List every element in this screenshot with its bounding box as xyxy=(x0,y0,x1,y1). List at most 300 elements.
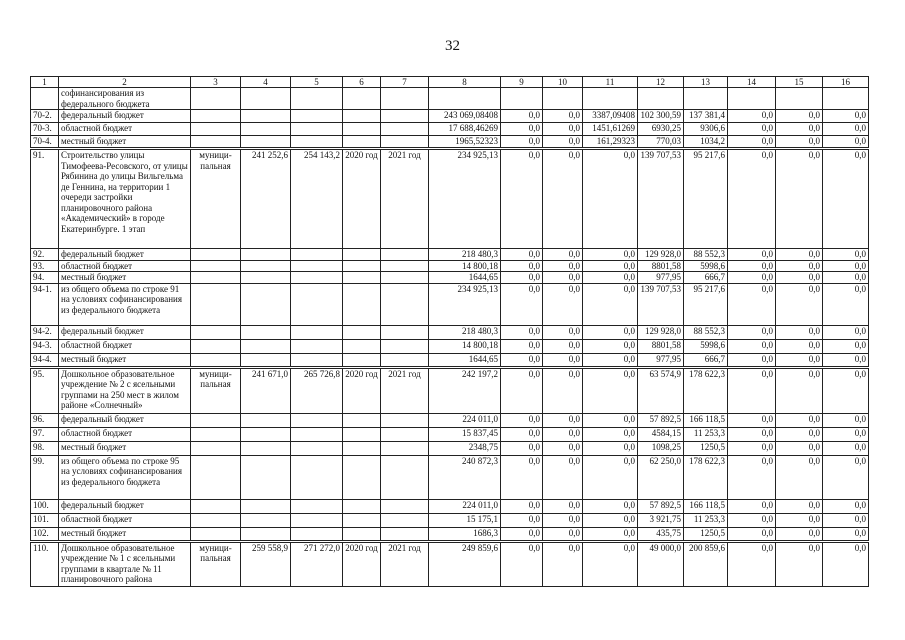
amount-col16-cell: 0,0 xyxy=(823,325,869,339)
ownership-type-cell xyxy=(191,413,241,427)
amount-col11-cell: 0,0 xyxy=(583,283,638,325)
table-row xyxy=(31,283,869,325)
ownership-type-cell xyxy=(191,325,241,339)
table-row xyxy=(31,149,869,249)
total-amount-cell: 17 688,46269 xyxy=(429,123,501,136)
table-row xyxy=(31,353,869,367)
amount-col12-cell: 57 892,5 xyxy=(638,413,684,427)
item-description-cell: софинансирования из федерального бюджета xyxy=(59,88,191,110)
amount-col10-cell: 0,0 xyxy=(543,367,583,413)
amount-col10-cell: 0,0 xyxy=(543,110,583,123)
amount-col11-cell: 0,0 xyxy=(583,427,638,441)
amount-col15-cell: 0,0 xyxy=(776,123,823,136)
amount-col16-cell: 0,0 xyxy=(823,499,869,513)
amount-col15-cell: 0,0 xyxy=(776,339,823,353)
amount-col15-cell: 0,0 xyxy=(776,513,823,527)
start-year-cell xyxy=(343,110,381,123)
amount-col12-cell: 435,75 xyxy=(638,527,684,541)
start-year-cell xyxy=(343,260,381,272)
end-year-cell xyxy=(381,499,429,513)
ownership-type-cell xyxy=(191,441,241,455)
item-description-cell: Дошкольное образовательное учреждение № 2 с ясельными группами на 250 мест в жилом районе «Солнечный» xyxy=(59,367,191,413)
amount-col15-cell: 0,0 xyxy=(776,325,823,339)
item-description-cell: областной бюджет xyxy=(59,260,191,272)
row-number-cell: 94-4. xyxy=(31,353,59,367)
estimated-cost-cell xyxy=(241,339,291,353)
row-number-cell: 110. xyxy=(31,541,59,586)
total-amount-cell: 240 872,3 xyxy=(429,455,501,499)
amount-col10-cell: 0,0 xyxy=(543,136,583,149)
amount-col9-cell: 0,0 xyxy=(501,123,543,136)
row-number-cell: 70-3. xyxy=(31,123,59,136)
amount-col9-cell: 0,0 xyxy=(501,353,543,367)
amount-col9-cell: 0,0 xyxy=(501,455,543,499)
table-row xyxy=(31,427,869,441)
current-cost-cell xyxy=(291,441,343,455)
amount-col14-cell: 0,0 xyxy=(728,272,776,284)
end-year-cell xyxy=(381,455,429,499)
total-amount-cell: 15 837,45 xyxy=(429,427,501,441)
column-number-16: 16 xyxy=(823,77,869,88)
table-row xyxy=(31,272,869,284)
total-amount-cell: 218 480,3 xyxy=(429,249,501,261)
estimated-cost-cell xyxy=(241,499,291,513)
amount-col11-cell: 0,0 xyxy=(583,149,638,249)
column-number-8: 8 xyxy=(429,77,501,88)
amount-col15-cell: 0,0 xyxy=(776,541,823,586)
total-amount-cell: 14 800,18 xyxy=(429,339,501,353)
estimated-cost-cell xyxy=(241,110,291,123)
amount-col11-cell: 161,29323 xyxy=(583,136,638,149)
start-year-cell xyxy=(343,455,381,499)
amount-col13-cell: 5998,6 xyxy=(684,339,728,353)
start-year-cell xyxy=(343,513,381,527)
amount-col14-cell: 0,0 xyxy=(728,367,776,413)
amount-col10-cell: 0,0 xyxy=(543,541,583,586)
item-description-cell: местный бюджет xyxy=(59,441,191,455)
amount-col16-cell: 0,0 xyxy=(823,272,869,284)
current-cost-cell xyxy=(291,260,343,272)
amount-col12-cell: 8801,58 xyxy=(638,260,684,272)
end-year-cell xyxy=(381,413,429,427)
amount-col16-cell: 0,0 xyxy=(823,455,869,499)
amount-col10-cell: 0,0 xyxy=(543,260,583,272)
amount-col14-cell: 0,0 xyxy=(728,427,776,441)
amount-col12-cell: 139 707,53 xyxy=(638,283,684,325)
current-cost-cell xyxy=(291,455,343,499)
amount-col11-cell: 0,0 xyxy=(583,513,638,527)
start-year-cell xyxy=(343,527,381,541)
amount-col14-cell: 0,0 xyxy=(728,110,776,123)
estimated-cost-cell xyxy=(241,249,291,261)
table-row xyxy=(31,527,869,541)
ownership-type-cell xyxy=(191,427,241,441)
total-amount-cell xyxy=(429,88,501,110)
amount-col16-cell: 0,0 xyxy=(823,260,869,272)
column-number-3: 3 xyxy=(191,77,241,88)
amount-col13-cell: 137 381,4 xyxy=(684,110,728,123)
amount-col11-cell: 0,0 xyxy=(583,339,638,353)
item-description-cell: местный бюджет xyxy=(59,527,191,541)
total-amount-cell: 14 800,18 xyxy=(429,260,501,272)
table-row xyxy=(31,541,869,586)
amount-col15-cell: 0,0 xyxy=(776,527,823,541)
row-number-cell: 94-1. xyxy=(31,283,59,325)
row-number-cell: 91. xyxy=(31,149,59,249)
item-description-cell: местный бюджет xyxy=(59,136,191,149)
row-number-cell: 94-2. xyxy=(31,325,59,339)
start-year-cell xyxy=(343,499,381,513)
total-amount-cell: 2348,75 xyxy=(429,441,501,455)
row-number-cell: 96. xyxy=(31,413,59,427)
amount-col9-cell: 0,0 xyxy=(501,527,543,541)
item-description-cell: федеральный бюджет xyxy=(59,110,191,123)
amount-col10-cell: 0,0 xyxy=(543,427,583,441)
amount-col10-cell: 0,0 xyxy=(543,149,583,249)
current-cost-cell xyxy=(291,272,343,284)
estimated-cost-cell xyxy=(241,136,291,149)
amount-col11-cell: 0,0 xyxy=(583,499,638,513)
amount-col13-cell: 166 118,5 xyxy=(684,413,728,427)
total-amount-cell: 1644,65 xyxy=(429,272,501,284)
current-cost-cell xyxy=(291,353,343,367)
amount-col10-cell: 0,0 xyxy=(543,499,583,513)
start-year-cell xyxy=(343,283,381,325)
current-cost-cell xyxy=(291,110,343,123)
amount-col16-cell: 0,0 xyxy=(823,441,869,455)
column-number-12: 12 xyxy=(638,77,684,88)
amount-col13-cell: 9306,6 xyxy=(684,123,728,136)
item-description-cell: федеральный бюджет xyxy=(59,499,191,513)
start-year-cell xyxy=(343,88,381,110)
current-cost-cell xyxy=(291,136,343,149)
total-amount-cell: 234 925,13 xyxy=(429,283,501,325)
amount-col16-cell: 0,0 xyxy=(823,413,869,427)
amount-col14-cell: 0,0 xyxy=(728,455,776,499)
amount-col12-cell: 62 250,0 xyxy=(638,455,684,499)
amount-col12-cell xyxy=(638,88,684,110)
amount-col12-cell: 63 574,9 xyxy=(638,367,684,413)
amount-col11-cell: 3387,09408 xyxy=(583,110,638,123)
estimated-cost-cell xyxy=(241,513,291,527)
amount-col9-cell: 0,0 xyxy=(501,260,543,272)
amount-col14-cell: 0,0 xyxy=(728,149,776,249)
row-number-cell: 100. xyxy=(31,499,59,513)
amount-col11-cell: 1451,61269 xyxy=(583,123,638,136)
end-year-cell xyxy=(381,249,429,261)
amount-col10-cell: 0,0 xyxy=(543,123,583,136)
column-number-header-row xyxy=(31,77,869,88)
estimated-cost-cell xyxy=(241,413,291,427)
column-number-14: 14 xyxy=(728,77,776,88)
column-number-10: 10 xyxy=(543,77,583,88)
amount-col15-cell: 0,0 xyxy=(776,283,823,325)
current-cost-cell: 254 143,2 xyxy=(291,149,343,249)
column-number-13: 13 xyxy=(684,77,728,88)
amount-col13-cell: 11 253,3 xyxy=(684,513,728,527)
amount-col12-cell: 977,95 xyxy=(638,272,684,284)
amount-col14-cell: 0,0 xyxy=(728,339,776,353)
current-cost-cell xyxy=(291,427,343,441)
table-row xyxy=(31,325,869,339)
amount-col12-cell: 102 300,59 xyxy=(638,110,684,123)
table-row xyxy=(31,136,869,149)
amount-col12-cell: 49 000,0 xyxy=(638,541,684,586)
current-cost-cell: 265 726,8 xyxy=(291,367,343,413)
amount-col12-cell: 57 892,5 xyxy=(638,499,684,513)
amount-col16-cell: 0,0 xyxy=(823,367,869,413)
start-year-cell xyxy=(343,427,381,441)
table-row xyxy=(31,110,869,123)
end-year-cell xyxy=(381,110,429,123)
amount-col10-cell: 0,0 xyxy=(543,325,583,339)
estimated-cost-cell xyxy=(241,272,291,284)
amount-col11-cell: 0,0 xyxy=(583,260,638,272)
column-number-1: 1 xyxy=(31,77,59,88)
amount-col16-cell: 0,0 xyxy=(823,513,869,527)
amount-col9-cell: 0,0 xyxy=(501,413,543,427)
current-cost-cell xyxy=(291,499,343,513)
ownership-type-cell xyxy=(191,455,241,499)
amount-col14-cell: 0,0 xyxy=(728,353,776,367)
end-year-cell xyxy=(381,353,429,367)
table-row xyxy=(31,249,869,261)
item-description-cell: из общего объема по строке 95 на условиях софинансирования из федерального бюджета xyxy=(59,455,191,499)
total-amount-cell: 1644,65 xyxy=(429,353,501,367)
current-cost-cell xyxy=(291,123,343,136)
row-number-cell: 95. xyxy=(31,367,59,413)
amount-col9-cell: 0,0 xyxy=(501,136,543,149)
column-number-11: 11 xyxy=(583,77,638,88)
amount-col10-cell: 0,0 xyxy=(543,413,583,427)
table-row xyxy=(31,88,869,110)
column-number-9: 9 xyxy=(501,77,543,88)
column-number-7: 7 xyxy=(381,77,429,88)
amount-col15-cell: 0,0 xyxy=(776,149,823,249)
amount-col14-cell: 0,0 xyxy=(728,260,776,272)
end-year-cell xyxy=(381,513,429,527)
row-number-cell: 70-4. xyxy=(31,136,59,149)
total-amount-cell: 218 480,3 xyxy=(429,325,501,339)
ownership-type-cell: муници- пальная xyxy=(191,367,241,413)
table-row xyxy=(31,513,869,527)
row-number-cell: 70-2. xyxy=(31,110,59,123)
ownership-type-cell: муници- пальная xyxy=(191,149,241,249)
amount-col14-cell: 0,0 xyxy=(728,441,776,455)
amount-col13-cell: 11 253,3 xyxy=(684,427,728,441)
ownership-type-cell xyxy=(191,249,241,261)
estimated-cost-cell xyxy=(241,441,291,455)
amount-col14-cell: 0,0 xyxy=(728,513,776,527)
start-year-cell xyxy=(343,249,381,261)
total-amount-cell: 234 925,13 xyxy=(429,149,501,249)
end-year-cell xyxy=(381,325,429,339)
amount-col13-cell: 95 217,6 xyxy=(684,149,728,249)
amount-col9-cell: 0,0 xyxy=(501,283,543,325)
page-number: 32 xyxy=(445,38,460,54)
total-amount-cell: 243 069,08408 xyxy=(429,110,501,123)
row-number-cell: 102. xyxy=(31,527,59,541)
row-number-cell: 101. xyxy=(31,513,59,527)
amount-col12-cell: 8801,58 xyxy=(638,339,684,353)
current-cost-cell xyxy=(291,339,343,353)
amount-col12-cell: 977,95 xyxy=(638,353,684,367)
amount-col10-cell: 0,0 xyxy=(543,353,583,367)
amount-col9-cell: 0,0 xyxy=(501,149,543,249)
current-cost-cell xyxy=(291,283,343,325)
ownership-type-cell xyxy=(191,339,241,353)
row-number-cell xyxy=(31,88,59,110)
amount-col13-cell: 1250,5 xyxy=(684,527,728,541)
start-year-cell xyxy=(343,339,381,353)
amount-col14-cell: 0,0 xyxy=(728,249,776,261)
start-year-cell: 2020 год xyxy=(343,149,381,249)
estimated-cost-cell xyxy=(241,325,291,339)
item-description-cell: областной бюджет xyxy=(59,339,191,353)
table-row xyxy=(31,260,869,272)
amount-col16-cell: 0,0 xyxy=(823,353,869,367)
budget-table xyxy=(30,76,869,587)
amount-col12-cell: 4584,15 xyxy=(638,427,684,441)
total-amount-cell: 1686,3 xyxy=(429,527,501,541)
column-number-4: 4 xyxy=(241,77,291,88)
item-description-cell: областной бюджет xyxy=(59,427,191,441)
amount-col16-cell: 0,0 xyxy=(823,427,869,441)
table-row xyxy=(31,455,869,499)
amount-col13-cell xyxy=(684,88,728,110)
amount-col11-cell: 0,0 xyxy=(583,541,638,586)
amount-col10-cell xyxy=(543,88,583,110)
start-year-cell xyxy=(343,353,381,367)
amount-col15-cell xyxy=(776,88,823,110)
amount-col13-cell: 88 552,3 xyxy=(684,325,728,339)
amount-col12-cell: 139 707,53 xyxy=(638,149,684,249)
amount-col16-cell: 0,0 xyxy=(823,283,869,325)
amount-col16-cell: 0,0 xyxy=(823,249,869,261)
amount-col13-cell: 5998,6 xyxy=(684,260,728,272)
end-year-cell xyxy=(381,283,429,325)
amount-col9-cell: 0,0 xyxy=(501,441,543,455)
estimated-cost-cell xyxy=(241,88,291,110)
end-year-cell xyxy=(381,136,429,149)
amount-col9-cell xyxy=(501,88,543,110)
item-description-cell: федеральный бюджет xyxy=(59,325,191,339)
item-description-cell: местный бюджет xyxy=(59,272,191,284)
amount-col13-cell: 666,7 xyxy=(684,353,728,367)
amount-col16-cell: 0,0 xyxy=(823,527,869,541)
amount-col10-cell: 0,0 xyxy=(543,513,583,527)
table-row xyxy=(31,413,869,427)
start-year-cell xyxy=(343,441,381,455)
current-cost-cell: 271 272,0 xyxy=(291,541,343,586)
column-number-5: 5 xyxy=(291,77,343,88)
table-row xyxy=(31,499,869,513)
item-description-cell: федеральный бюджет xyxy=(59,249,191,261)
amount-col9-cell: 0,0 xyxy=(501,541,543,586)
amount-col11-cell: 0,0 xyxy=(583,249,638,261)
estimated-cost-cell: 241 252,6 xyxy=(241,149,291,249)
ownership-type-cell xyxy=(191,88,241,110)
amount-col11-cell: 0,0 xyxy=(583,367,638,413)
row-number-cell: 93. xyxy=(31,260,59,272)
amount-col16-cell: 0,0 xyxy=(823,123,869,136)
amount-col13-cell: 178 622,3 xyxy=(684,455,728,499)
amount-col9-cell: 0,0 xyxy=(501,272,543,284)
start-year-cell xyxy=(343,325,381,339)
table-row xyxy=(31,123,869,136)
end-year-cell: 2021 год xyxy=(381,541,429,586)
start-year-cell xyxy=(343,272,381,284)
amount-col16-cell: 0,0 xyxy=(823,136,869,149)
amount-col15-cell: 0,0 xyxy=(776,353,823,367)
ownership-type-cell xyxy=(191,123,241,136)
amount-col16-cell: 0,0 xyxy=(823,339,869,353)
ownership-type-cell xyxy=(191,353,241,367)
ownership-type-cell xyxy=(191,136,241,149)
item-description-cell: местный бюджет xyxy=(59,353,191,367)
current-cost-cell xyxy=(291,88,343,110)
end-year-cell: 2021 год xyxy=(381,367,429,413)
amount-col11-cell: 0,0 xyxy=(583,413,638,427)
column-number-2: 2 xyxy=(59,77,191,88)
amount-col16-cell: 0,0 xyxy=(823,541,869,586)
ownership-type-cell xyxy=(191,513,241,527)
row-number-cell: 97. xyxy=(31,427,59,441)
amount-col13-cell: 166 118,5 xyxy=(684,499,728,513)
amount-col14-cell xyxy=(728,88,776,110)
amount-col12-cell: 3 921,75 xyxy=(638,513,684,527)
estimated-cost-cell xyxy=(241,527,291,541)
estimated-cost-cell xyxy=(241,260,291,272)
current-cost-cell xyxy=(291,325,343,339)
ownership-type-cell: муници- пальная xyxy=(191,541,241,586)
amount-col11-cell: 0,0 xyxy=(583,325,638,339)
amount-col13-cell: 1034,2 xyxy=(684,136,728,149)
amount-col15-cell: 0,0 xyxy=(776,427,823,441)
amount-col9-cell: 0,0 xyxy=(501,325,543,339)
item-description-cell: Строительство улицы Тимофеева-Ресовского, от улицы Рябинина до улицы Вильгельма де Геннина, на территории 1 очереди застройки планировочного района «Академический» в городе Екатеринбурге. 1 этап xyxy=(59,149,191,249)
amount-col15-cell: 0,0 xyxy=(776,136,823,149)
amount-col15-cell: 0,0 xyxy=(776,441,823,455)
current-cost-cell xyxy=(291,413,343,427)
table-row xyxy=(31,441,869,455)
current-cost-cell xyxy=(291,513,343,527)
amount-col11-cell: 0,0 xyxy=(583,353,638,367)
amount-col14-cell: 0,0 xyxy=(728,499,776,513)
amount-col9-cell: 0,0 xyxy=(501,513,543,527)
start-year-cell: 2020 год xyxy=(343,541,381,586)
amount-col11-cell: 0,0 xyxy=(583,455,638,499)
amount-col15-cell: 0,0 xyxy=(776,110,823,123)
amount-col10-cell: 0,0 xyxy=(543,527,583,541)
amount-col10-cell: 0,0 xyxy=(543,283,583,325)
end-year-cell xyxy=(381,123,429,136)
amount-col10-cell: 0,0 xyxy=(543,441,583,455)
amount-col12-cell: 1098,25 xyxy=(638,441,684,455)
total-amount-cell: 224 011,0 xyxy=(429,499,501,513)
amount-col9-cell: 0,0 xyxy=(501,499,543,513)
estimated-cost-cell xyxy=(241,353,291,367)
amount-col14-cell: 0,0 xyxy=(728,413,776,427)
end-year-cell xyxy=(381,427,429,441)
item-description-cell: из общего объема по строке 91 на условиях софинансирования из федерального бюджета xyxy=(59,283,191,325)
amount-col13-cell: 95 217,6 xyxy=(684,283,728,325)
total-amount-cell: 15 175,1 xyxy=(429,513,501,527)
table-row xyxy=(31,339,869,353)
amount-col9-cell: 0,0 xyxy=(501,110,543,123)
amount-col9-cell: 0,0 xyxy=(501,249,543,261)
current-cost-cell xyxy=(291,249,343,261)
